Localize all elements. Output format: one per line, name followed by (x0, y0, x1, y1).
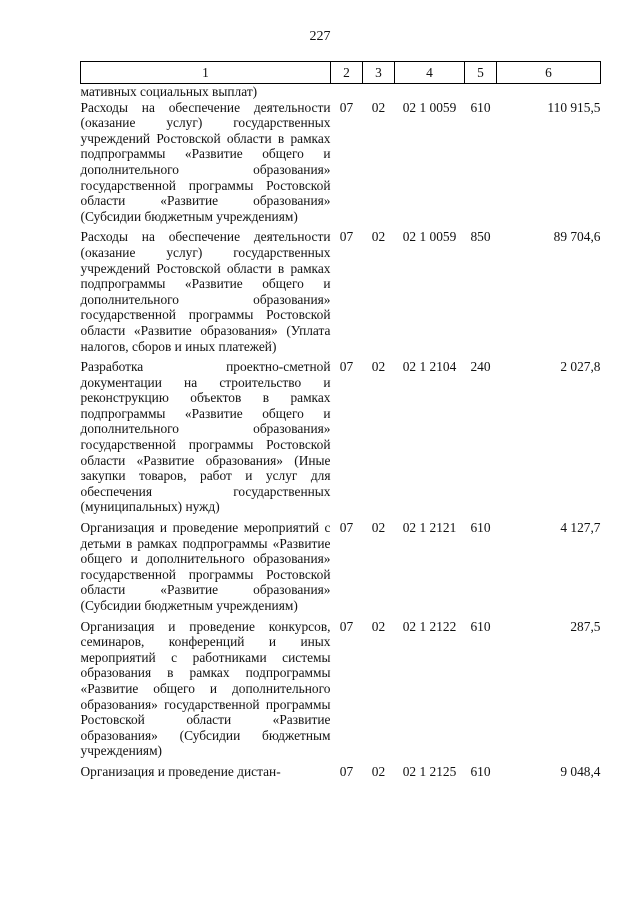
row-target-article: 02 1 2104 (402, 359, 457, 375)
continuation-text: мативных социальных выплат) (80, 84, 258, 99)
table-row (81, 229, 601, 359)
row-section: 07 (339, 520, 354, 536)
row-section: 07 (339, 229, 354, 245)
row-amount: 9 048,4 (560, 763, 601, 779)
row-description: Организация и проведение конкурсов, семинаров, конференций и иных мероприятий с работниками системы образования в рамках подпрограммы «Развитие общего и дополнительного образования» государственной программы Ростовской области «Развитие образования» (Субсидии бюджетным учреждениям) (80, 618, 331, 759)
row-target-article: 02 1 2121 (402, 520, 457, 536)
budget-table (80, 61, 601, 785)
row-expense-type: 850 (470, 229, 491, 245)
table-header-row (81, 62, 601, 84)
row-subsection: 02 (371, 618, 386, 634)
row-expense-type: 610 (470, 763, 491, 779)
row-section: 07 (339, 99, 354, 115)
row-amount: 4 127,7 (560, 520, 601, 536)
row-expense-type: 610 (470, 520, 491, 536)
table-row (81, 520, 601, 619)
row-expense-type: 610 (470, 618, 491, 634)
row-section: 07 (339, 763, 354, 779)
row-description: Организация и проведение мероприятий с детьми в рамках подпрограммы «Развитие общего и дополнительного образования» государственной программы Ростовской области «Развитие образования» (Субсидии бюджетным учреждениям) (80, 520, 331, 613)
row-amount: 287,5 (570, 618, 601, 634)
column-header-1: 1 (81, 62, 331, 84)
row-target-article: 02 1 0059 (402, 99, 457, 115)
row-section: 07 (339, 359, 354, 375)
row-subsection: 02 (371, 229, 386, 245)
row-amount: 110 915,5 (547, 99, 601, 115)
column-header-5: 5 (465, 62, 497, 84)
row-description: Расходы на обеспечение деятельности (оказание услуг) государственных учреждений Ростовской области в рамках подпрограммы «Развитие общего и дополнительного образования» государственной программы Ростовской области «Развитие образования» (Субсидии бюджетным учреждениям) (80, 99, 331, 224)
row-expense-type: 610 (470, 99, 491, 115)
row-description: Расходы на обеспечение деятельности (оказание услуг) государственных учреждений Ростовской области в рамках подпрограммы «Развитие общего и дополнительного образования» государственной программы Ростовской области «Развитие образования» (Уплата налогов, сборов и иных платежей) (80, 229, 331, 354)
table-continuation-row (81, 84, 601, 100)
row-description: Разработка проектно-сметной документации на строительство и реконструкцию объектов в рамках подпрограммы «Развитие общего и дополнительного образования» государственной программы Ростовской области «Развитие образования» (Иные закупки товаров, работ и услуг для обеспечения государственных (муниципальных) нужд) (80, 359, 331, 515)
table-row (81, 100, 601, 230)
row-amount: 2 027,8 (560, 359, 601, 375)
row-subsection: 02 (371, 763, 386, 779)
row-section: 07 (339, 618, 354, 634)
column-header-3: 3 (363, 62, 395, 84)
table-row (81, 359, 601, 520)
column-header-4: 4 (395, 62, 465, 84)
row-amount: 89 704,6 (553, 229, 601, 245)
page-number: 227 (309, 29, 331, 44)
row-subsection: 02 (371, 99, 386, 115)
row-expense-type: 240 (470, 359, 491, 375)
column-header-6: 6 (497, 62, 601, 84)
row-subsection: 02 (371, 359, 386, 375)
row-description: Организация и проведение дистан- (80, 763, 281, 779)
table-row (81, 764, 601, 785)
row-target-article: 02 1 0059 (402, 229, 457, 245)
column-header-2: 2 (331, 62, 363, 84)
row-target-article: 02 1 2122 (402, 618, 457, 634)
row-subsection: 02 (371, 520, 386, 536)
row-target-article: 02 1 2125 (402, 763, 457, 779)
table-row (81, 619, 601, 764)
